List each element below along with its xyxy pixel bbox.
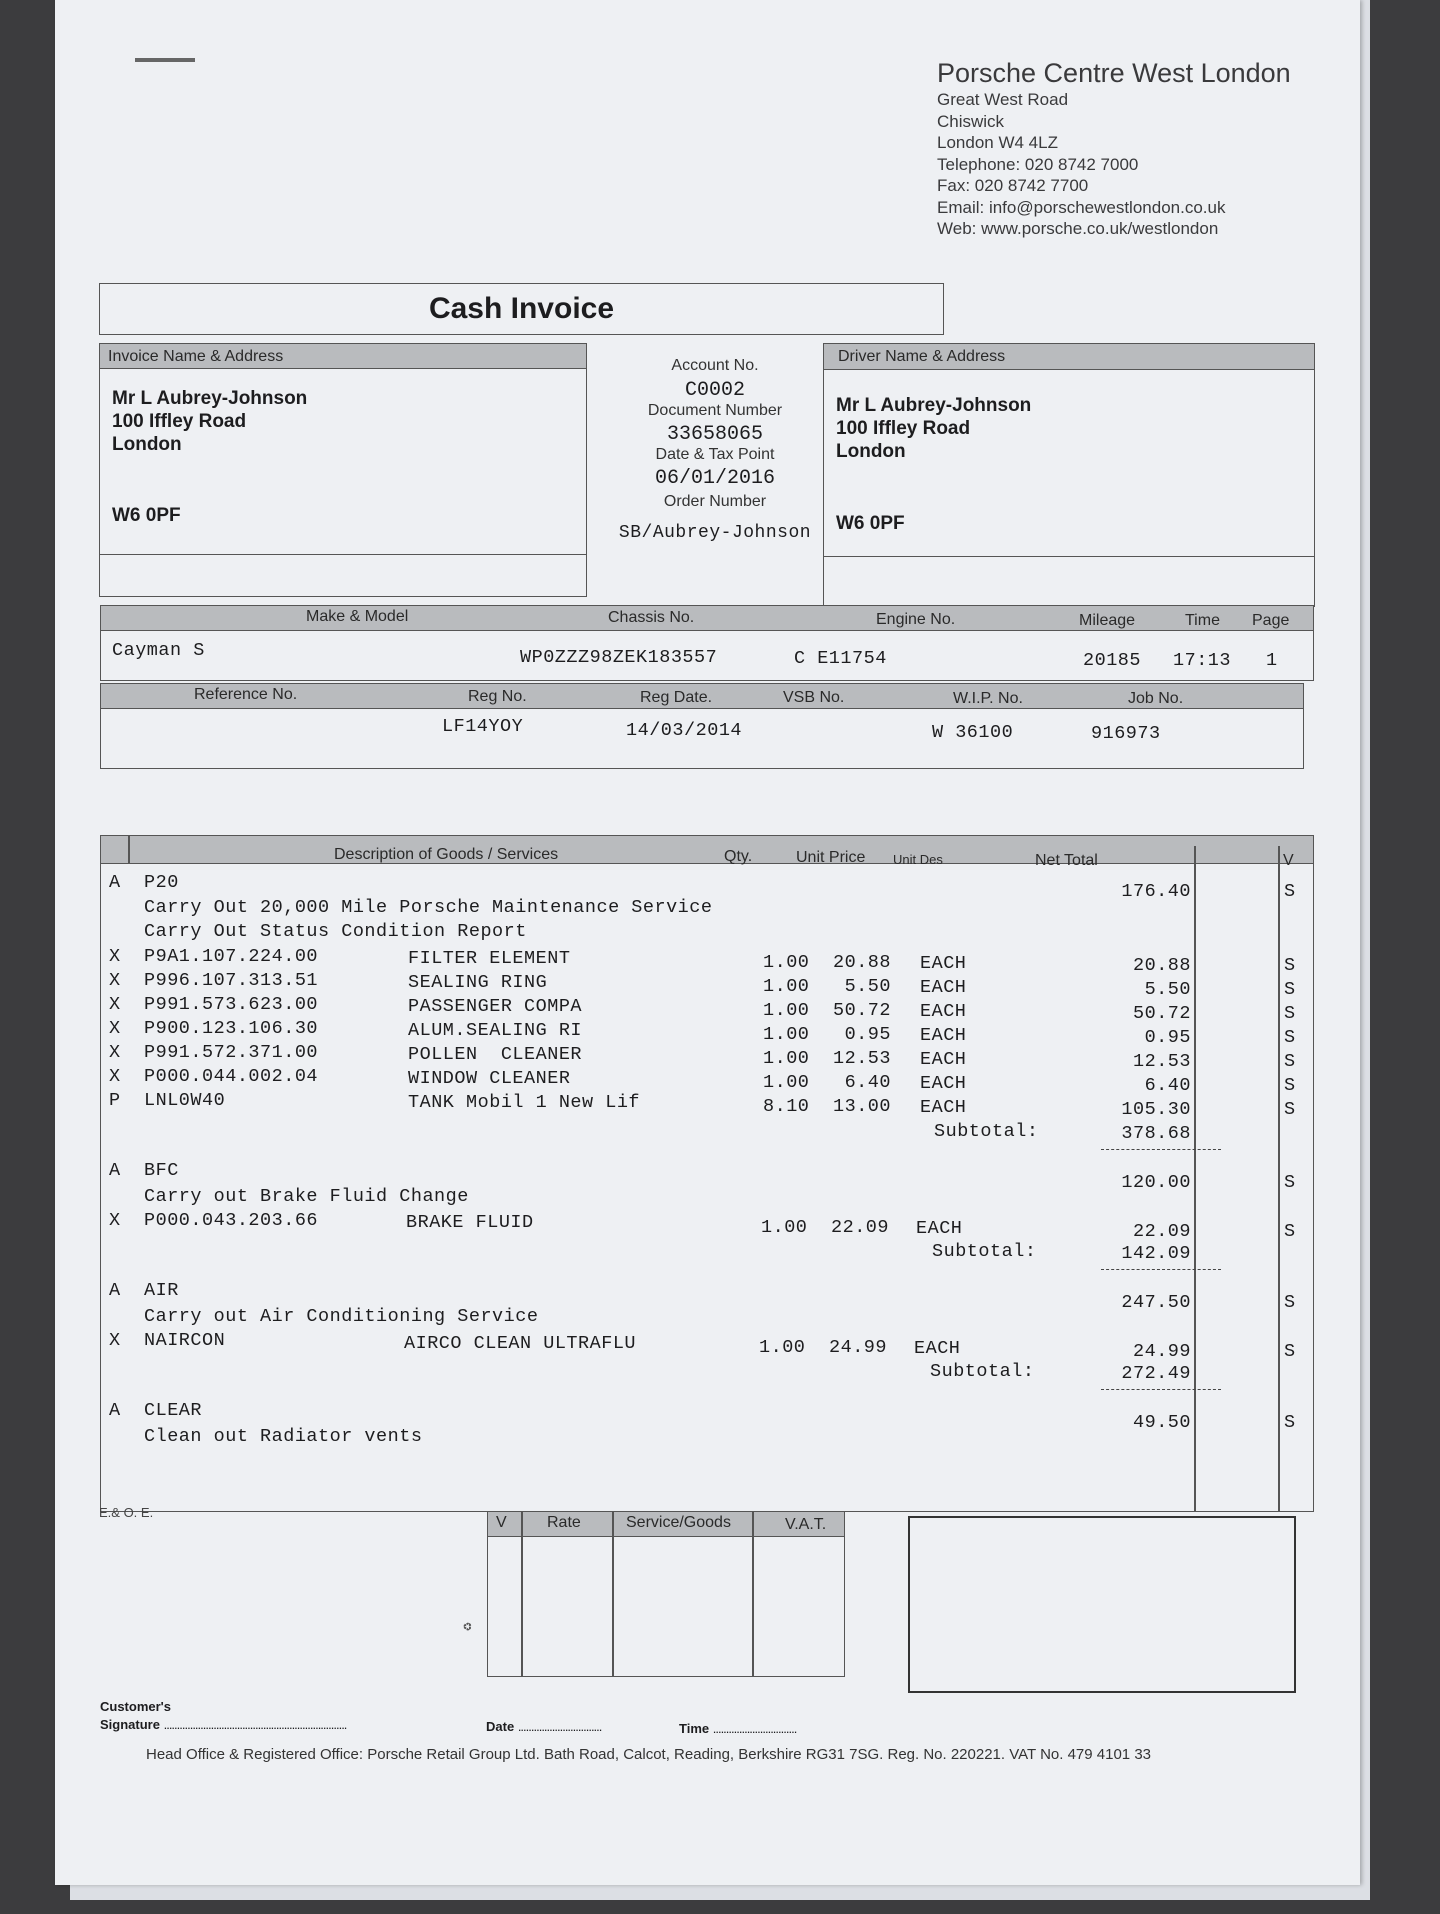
- line-code: X: [109, 946, 121, 967]
- items-header-bar: [101, 836, 1313, 869]
- line-description: Carry Out Status Condition Report: [144, 921, 527, 942]
- reg-date-value: 14/03/2014: [626, 720, 743, 741]
- line-total: 120.00: [1121, 1172, 1191, 1193]
- line-vat: S: [1284, 1172, 1296, 1193]
- line-part: P900.123.106.30: [144, 1018, 319, 1039]
- reg-no-value: LF14YOY: [442, 716, 524, 737]
- line-qty: 1.00: [763, 1000, 810, 1021]
- divider: [100, 554, 586, 555]
- line-unit: EACH: [920, 953, 967, 974]
- order-label: Order Number: [663, 493, 767, 510]
- line-part: P20: [144, 872, 179, 893]
- line-desc: WINDOW CLEANER: [408, 1068, 571, 1089]
- subtotal-label: Subtotal:: [934, 1121, 1039, 1142]
- account-number: C0002: [684, 379, 745, 402]
- customers-text: Customer's: [100, 1699, 171, 1714]
- line-unit: EACH: [920, 1073, 967, 1094]
- v-header: V: [1283, 852, 1294, 869]
- invoice-name: Mr L Aubrey-Johnson: [112, 388, 308, 409]
- vat-amount-header: V.A.T.: [785, 1516, 827, 1533]
- dealer-name: Porsche Centre West London: [937, 58, 1291, 88]
- dealer-email[interactable]: Email: info@porschewestlondon.co.uk: [937, 197, 1226, 217]
- driver-name: Mr L Aubrey-Johnson: [836, 395, 1032, 416]
- line-vat: S: [1284, 955, 1296, 976]
- job-value: 916973: [1091, 723, 1161, 744]
- driver-city: London: [836, 441, 906, 462]
- line-code: X: [109, 1066, 121, 1087]
- line-vat: S: [1284, 1292, 1296, 1313]
- line-part: NAIRCON: [144, 1330, 226, 1351]
- line-part: P000.044.002.04: [144, 1066, 319, 1087]
- line-desc: FILTER ELEMENT: [408, 948, 571, 969]
- line-desc: SEALING RING: [408, 972, 548, 993]
- invoice-address-block: [112, 387, 307, 456]
- vehicle-box: [100, 605, 1314, 681]
- line-code: X: [109, 1018, 121, 1039]
- time-text: Time: [679, 1721, 710, 1736]
- account-label: Account No.: [671, 357, 759, 374]
- divider: [1101, 1149, 1221, 1150]
- unit-price-header: Unit Price: [796, 849, 866, 866]
- line-price: 6.40: [844, 1072, 891, 1093]
- make-model-header: Make & Model: [306, 608, 409, 625]
- line-price: 22.09: [830, 1217, 889, 1238]
- line-vat: S: [1284, 1099, 1296, 1120]
- engine-value: C E11754: [794, 648, 887, 669]
- invoice-address-heading: Invoice Name & Address: [100, 344, 586, 369]
- line-vat: S: [1284, 1341, 1296, 1362]
- line-code: X: [109, 1042, 121, 1063]
- vehicle-header-bar: [101, 606, 1313, 631]
- line-desc: PASSENGER COMPA: [408, 996, 583, 1017]
- subtotal-label: Subtotal:: [932, 1241, 1037, 1262]
- line-unit: EACH: [914, 1338, 961, 1359]
- line-desc: POLLEN CLEANER: [408, 1044, 583, 1065]
- line-qty: 1.00: [761, 1217, 808, 1238]
- line-unit: EACH: [920, 1025, 967, 1046]
- page-header: Page: [1252, 612, 1290, 629]
- line-price: 13.00: [832, 1096, 891, 1117]
- line-description: Clean out Radiator vents: [144, 1426, 423, 1447]
- line-description: Carry out Brake Fluid Change: [144, 1186, 469, 1207]
- divider: [612, 1512, 614, 1676]
- line-total: 105.30: [1121, 1099, 1191, 1120]
- line-price: 0.95: [844, 1024, 891, 1045]
- divider: [752, 1512, 754, 1676]
- line-desc: ALUM.SEALING RI: [408, 1020, 583, 1041]
- mileage-header: Mileage: [1079, 612, 1136, 629]
- time-field: [679, 1721, 796, 1736]
- line-total: 176.40: [1121, 881, 1191, 902]
- vat-header-bar: [488, 1512, 844, 1537]
- line-vat: S: [1284, 881, 1296, 902]
- reference-header: Reference No.: [194, 686, 298, 703]
- line-price: 12.53: [832, 1048, 891, 1069]
- net-total-header: Net Total: [1035, 852, 1098, 869]
- driver-street: 100 Iffley Road: [836, 418, 971, 439]
- line-desc: TANK Mobil 1 New Lif: [408, 1092, 641, 1113]
- line-qty: 1.00: [759, 1337, 806, 1358]
- subtotal-value: 272.49: [1121, 1363, 1191, 1384]
- line-total: 50.72: [1132, 1003, 1191, 1024]
- line-vat: S: [1284, 1221, 1296, 1242]
- line-total: 12.53: [1132, 1051, 1191, 1072]
- date-line[interactable]: ................................: [517, 1719, 602, 1734]
- line-code: P: [109, 1090, 121, 1111]
- line-vat: S: [1284, 979, 1296, 1000]
- line-part: AIR: [144, 1280, 179, 1301]
- divider: [824, 556, 1314, 557]
- vat-table: [487, 1511, 845, 1677]
- line-qty: 1.00: [763, 976, 810, 997]
- job-header: Job No.: [1128, 690, 1184, 707]
- line-description: Carry Out 20,000 Mile Porsche Maintenance Service: [144, 897, 713, 918]
- invoice-date: 06/01/2016: [654, 467, 776, 490]
- line-unit: EACH: [920, 1097, 967, 1118]
- customer-signature-label: [100, 1698, 346, 1734]
- line-vat: S: [1284, 1003, 1296, 1024]
- line-part: BFC: [144, 1160, 179, 1181]
- document-label: Document Number: [647, 402, 783, 419]
- line-code: X: [109, 1210, 121, 1231]
- staple-mark: [135, 58, 195, 62]
- dealer-telephone: Telephone: 020 8742 7000: [937, 154, 1139, 174]
- invoice-postcode: W6 0PF: [112, 505, 181, 526]
- divider: [128, 836, 130, 863]
- document-number: 33658065: [666, 423, 763, 446]
- line-part: P000.043.203.66: [144, 1210, 319, 1231]
- divider: [1101, 1269, 1221, 1270]
- reg-no-header: Reg No.: [468, 688, 527, 705]
- vat-v-header: V: [496, 1514, 507, 1531]
- unit-des-header: Unit Des: [893, 852, 943, 867]
- time-value: 17:13: [1173, 650, 1232, 671]
- description-header: Description of Goods / Services: [334, 846, 559, 863]
- reg-date-header: Reg Date.: [640, 689, 713, 706]
- line-part: P9A1.107.224.00: [144, 946, 319, 967]
- time-line[interactable]: ................................: [712, 1721, 797, 1736]
- line-part: P996.107.313.51: [144, 970, 319, 991]
- line-price: 50.72: [832, 1000, 891, 1021]
- dealer-address-1: Great West Road: [937, 90, 1069, 109]
- date-label: Date & Tax Point: [655, 446, 775, 463]
- line-price: 24.99: [828, 1337, 887, 1358]
- divider: [1194, 846, 1196, 1511]
- line-vat: S: [1284, 1075, 1296, 1096]
- line-price: 5.50: [844, 976, 891, 997]
- items-table: [100, 835, 1314, 1512]
- line-qty: 1.00: [763, 1024, 810, 1045]
- line-part: CLEAR: [144, 1400, 203, 1421]
- dealer-web[interactable]: Web: www.porsche.co.uk/westlondon: [937, 219, 1219, 238]
- date-field: [486, 1719, 601, 1734]
- title-box: [99, 283, 944, 335]
- line-total: 5.50: [1144, 979, 1191, 1000]
- driver-address-block: [836, 394, 1031, 463]
- line-code: X: [109, 970, 121, 991]
- line-unit: EACH: [920, 1049, 967, 1070]
- line-total: 6.40: [1144, 1075, 1191, 1096]
- line-total: 22.09: [1132, 1221, 1191, 1242]
- line-code: A: [109, 1280, 121, 1301]
- date-text: Date: [486, 1719, 515, 1734]
- invoice-city: London: [112, 434, 182, 455]
- line-qty: 1.00: [763, 1072, 810, 1093]
- line-code: X: [109, 994, 121, 1015]
- driver-postcode: W6 0PF: [836, 513, 905, 534]
- eoe-note: E.& O. E.: [99, 1505, 154, 1520]
- line-total: 24.99: [1132, 1341, 1191, 1362]
- divider: [1101, 1389, 1221, 1390]
- line-description: Carry out Air Conditioning Service: [144, 1306, 539, 1327]
- subtotal-label: Subtotal:: [930, 1361, 1035, 1382]
- line-qty: 8.10: [763, 1096, 810, 1117]
- registered-office-footer: Head Office & Registered Office: Porsche Retail Group Ltd. Bath Road, Calcot, Reading, Berkshire RG31 7SG. Reg. No. 220221. VAT No. 479 4101 33: [146, 1746, 1151, 1763]
- line-code: A: [109, 1400, 121, 1421]
- line-price: 20.88: [832, 952, 891, 973]
- subtotal-value: 378.68: [1121, 1123, 1191, 1144]
- line-vat: S: [1284, 1027, 1296, 1048]
- engine-header: Engine No.: [876, 611, 956, 628]
- line-vat: S: [1284, 1412, 1296, 1433]
- line-vat: S: [1284, 1051, 1296, 1072]
- divider: [1278, 846, 1280, 1511]
- line-part: P991.573.623.00: [144, 994, 319, 1015]
- registration-box: [100, 683, 1304, 769]
- divider: [521, 1512, 523, 1676]
- line-total: 0.95: [1144, 1027, 1191, 1048]
- line-code: A: [109, 872, 121, 893]
- totals-box: [908, 1516, 1296, 1693]
- vat-rate-header: Rate: [547, 1514, 581, 1531]
- recycle-icon: ♻: [462, 1621, 475, 1632]
- invoice-street: 100 Iffley Road: [112, 411, 247, 432]
- dealer-fax: Fax: 020 8742 7700: [937, 176, 1089, 195]
- order-number: SB/Aubrey-Johnson: [618, 523, 812, 543]
- account-details: [600, 357, 830, 543]
- mileage-value: 20185: [1083, 650, 1142, 671]
- line-qty: 1.00: [763, 952, 810, 973]
- line-unit: EACH: [916, 1218, 963, 1239]
- signature-line[interactable]: ......................................................................: [163, 1717, 347, 1732]
- line-part: P991.572.371.00: [144, 1042, 319, 1063]
- signature-text: Signature: [100, 1717, 160, 1732]
- make-model-value: Cayman S: [112, 640, 205, 661]
- page-value: 1: [1266, 650, 1278, 671]
- line-code: X: [109, 1330, 121, 1351]
- wip-value: W 36100: [932, 722, 1014, 743]
- vat-service-goods-header: Service/Goods: [626, 1514, 731, 1531]
- line-total: 20.88: [1132, 955, 1191, 976]
- line-total: 49.50: [1132, 1412, 1191, 1433]
- line-code: A: [109, 1160, 121, 1181]
- line-total: 247.50: [1121, 1292, 1191, 1313]
- dealer-address-2: Chiswick: [937, 111, 1005, 131]
- driver-address-heading: Driver Name & Address: [824, 344, 1314, 370]
- line-unit: EACH: [920, 977, 967, 998]
- line-part: LNL0W40: [144, 1090, 226, 1111]
- time-header: Time: [1185, 612, 1220, 629]
- chassis-header: Chassis No.: [608, 609, 695, 626]
- dealer-header: [937, 58, 1291, 240]
- vsb-header: VSB No.: [783, 689, 845, 706]
- invoice-address-box: [99, 343, 587, 597]
- line-desc: AIRCO CLEAN ULTRAFLU: [404, 1333, 637, 1354]
- dealer-address-3: London W4 4LZ: [937, 133, 1058, 152]
- driver-address-box: [823, 343, 1315, 607]
- qty-header: Qty.: [724, 848, 753, 865]
- wip-header: W.I.P. No.: [953, 690, 1023, 707]
- invoice-title: Cash Invoice: [428, 292, 615, 325]
- chassis-value: WP0ZZZ98ZEK183557: [520, 647, 718, 668]
- invoice-page: [55, 0, 1360, 1885]
- line-unit: EACH: [920, 1001, 967, 1022]
- registration-header-bar: [101, 684, 1303, 709]
- subtotal-value: 142.09: [1121, 1243, 1191, 1264]
- line-qty: 1.00: [763, 1048, 810, 1069]
- line-desc: BRAKE FLUID: [406, 1212, 534, 1233]
